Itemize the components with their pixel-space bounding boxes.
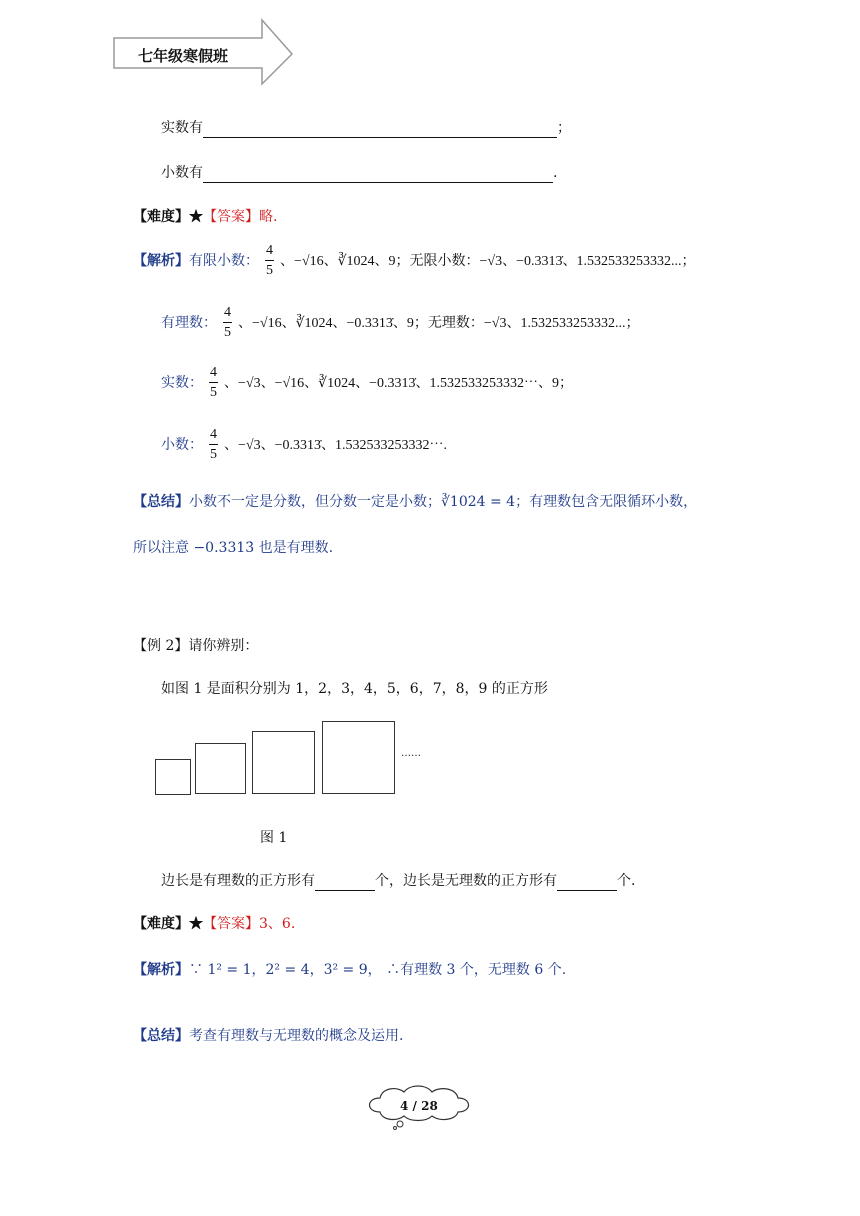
ex1-row1-values: 、−√16、∛1024、9；无限小数：−√3、−0.3313̇、1.532533253332...； — [280, 254, 696, 269]
ex2-answer: 【答案】3、6. — [203, 916, 296, 932]
ex1-summary-text-1: 小数不一定是分数，但分数一定是小数；∛1024 = 4；有理数包含无限循环小数， — [189, 494, 698, 510]
ex1-summary-tag: 【总结】 — [133, 494, 189, 510]
ex1-difficulty-row — [133, 207, 277, 227]
decimal-blank-end: . — [553, 165, 558, 181]
real-blank-line — [203, 121, 557, 138]
ex1-summary-row-2: 所以注意 −0.3313̇ 也是有理数. — [133, 540, 334, 556]
ex2-summary-tag: 【总结】 — [133, 1028, 189, 1044]
figure-caption: 图 1 — [260, 830, 288, 846]
ex2-question — [161, 871, 635, 891]
ex2-analysis-tag: 【解析】 — [133, 962, 189, 978]
ex1-analysis-row-4 — [161, 428, 447, 462]
ex1-summary-row-1 — [133, 492, 697, 512]
square-medium — [195, 743, 246, 794]
ex1-row2-values: 、−√16、∛1024、−0.3313̇、9；无理数：−√3、1.532533253332...； — [238, 316, 640, 331]
ex1-analysis-tag: 【解析】 — [133, 253, 189, 269]
figure-ellipsis: …… — [401, 748, 421, 759]
ex1-difficulty: 【难度】★ — [133, 209, 203, 225]
ex1-row3-label: 实数： — [161, 375, 203, 391]
decimal-blank-line — [203, 166, 553, 183]
ex1-row4-values: 、−√3、−0.3313̇、1.532533253332⋯. — [224, 438, 447, 453]
ex2-question-part-a: 边长是有理数的正方形有 — [161, 873, 315, 889]
header-tab-label: 七年级寒假班 — [138, 47, 229, 65]
ex2-question-part-b: 个，边长是无理数的正方形有 — [375, 873, 557, 889]
fraction-four-fifths: $\frac{4}{5}$ — [210, 427, 217, 462]
decimal-blank-label: 小数有 — [161, 165, 203, 181]
real-blank-row — [161, 118, 571, 138]
fraction-four-fifths: $\frac{4}{5}$ — [266, 243, 273, 278]
ex2-difficulty-row — [133, 914, 295, 934]
ex2-blank-1 — [315, 874, 375, 891]
ex2-difficulty: 【难度】★ — [133, 916, 203, 932]
ex1-analysis-row-2 — [161, 306, 639, 340]
square-small — [155, 759, 191, 795]
ex1-row1-label: 有限小数： — [189, 253, 259, 269]
fraction-four-fifths: $\frac{4}{5}$ — [224, 305, 231, 340]
real-blank-label: 实数有 — [161, 120, 203, 136]
ex2-analysis-text: ∵ 1² = 1，2² = 4，3² = 9， ∴有理数 3 个，无理数 6 个. — [189, 962, 567, 978]
real-blank-end: ； — [557, 120, 571, 136]
decimal-blank-row — [161, 163, 557, 183]
ex1-row4-label: 小数： — [161, 437, 203, 453]
ex2-title: 【例 2】请你辨别： — [133, 638, 259, 654]
square-large — [252, 731, 315, 794]
ex2-analysis-row — [133, 960, 566, 980]
ex1-answer: 【答案】略. — [203, 209, 278, 225]
ex2-prompt: 如图 1 是面积分别为 1，2，3，4，5，6，7，8，9 的正方形 — [161, 681, 548, 697]
ex2-summary-text: 考查有理数与无理数的概念及运用. — [189, 1028, 404, 1044]
ex2-blank-2 — [557, 874, 617, 891]
ex1-row2-label: 有理数： — [161, 315, 217, 331]
fraction-four-fifths: $\frac{4}{5}$ — [210, 365, 217, 400]
ex1-analysis-row-3 — [161, 366, 573, 400]
ex1-analysis-row-1 — [133, 244, 695, 278]
ex2-question-part-c: 个. — [617, 873, 636, 889]
ex2-summary-row — [133, 1026, 403, 1046]
square-largest — [322, 721, 395, 794]
page-number: 4 / 28 — [400, 1099, 438, 1113]
ex1-row3-values: 、−√3、−√16、∛1024、−0.3313̇、1.532533253332⋯、9； — [224, 376, 573, 391]
